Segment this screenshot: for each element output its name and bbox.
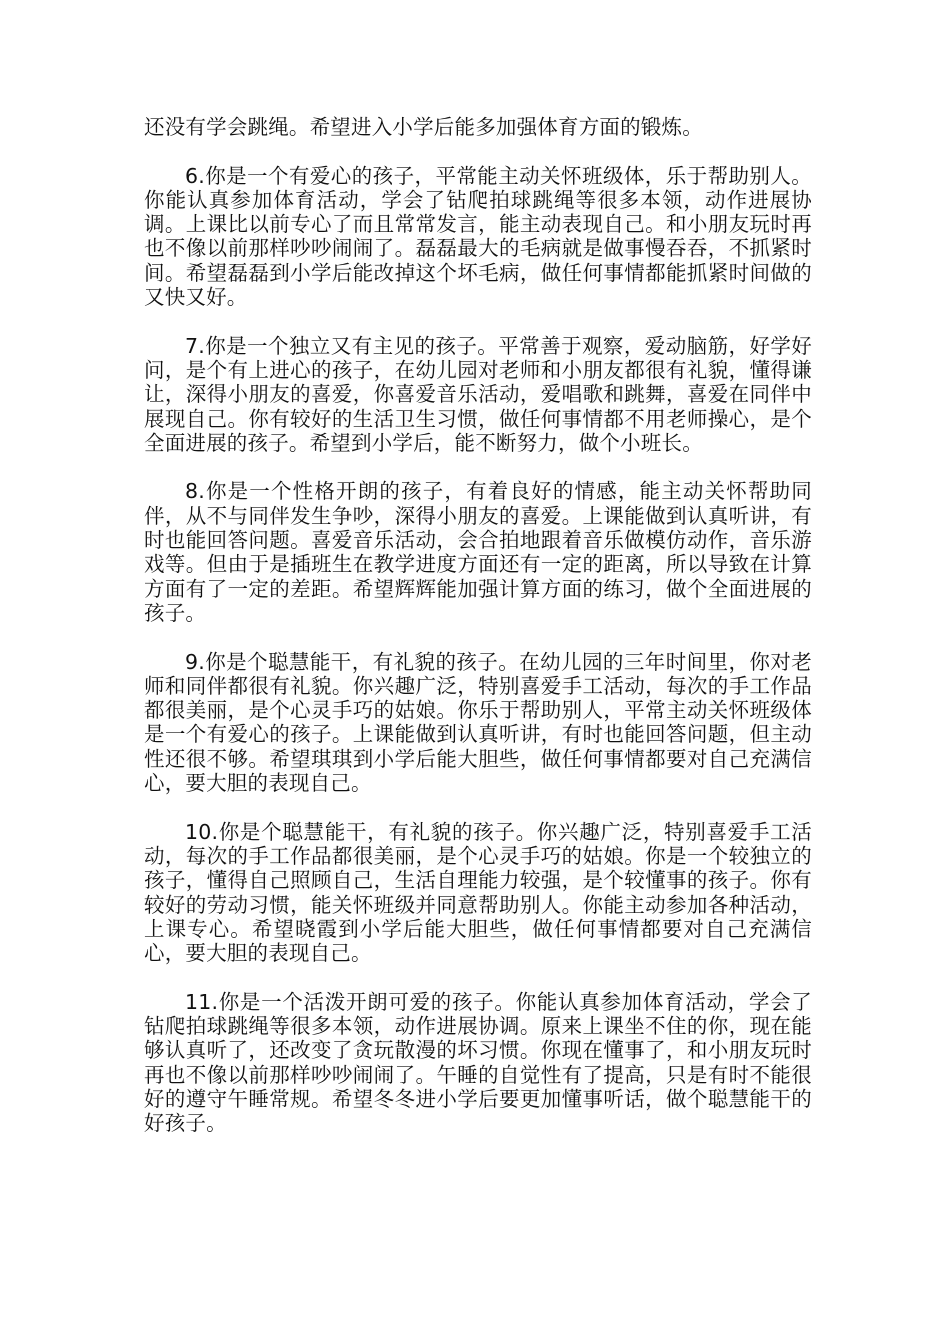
paragraph-spacer [144, 625, 812, 649]
document-body [144, 115, 812, 1135]
paragraph-spacer [144, 139, 812, 163]
paragraph-spacer [144, 309, 812, 333]
paragraph-11: 11.你是一个活泼开朗可爱的孩子。你能认真参加体育活动，学会了钻爬拍球跳绳等很多本领，动作进展协调。原来上课坐不住的你，现在能够认真听了，还改变了贪玩散漫的坏习惯。你现在懂事了，和小朋友玩时再也不像以前那样吵吵闹闹了。午睡的自觉性有了提高，只是有时不能很好的遵守午睡常规。希望冬冬进小学后要更加懂事听话，做个聪慧能干的好孩子。 [144, 989, 812, 1136]
paragraph-spacer [144, 455, 812, 479]
paragraph-spacer [144, 965, 812, 989]
paragraph-9: 9.你是个聪慧能干，有礼貌的孩子。在幼儿园的三年时间里，你对老师和同伴都很有礼貌。你兴趣广泛，特别喜爱手工活动，每次的手工作品都很美丽，是个心灵手巧的姑娘。你乐于帮助别人，平常主动关怀班级体是一个有爱心的孩子。上课能做到认真听讲，有时也能回答问题，但主动性还很不够。希望琪琪到小学后能大胆些，做任何事情都要对自己充满信心，要大胆的表现自己。 [144, 649, 812, 796]
paragraph-continued: 还没有学会跳绳。希望进入小学后能多加强体育方面的锻炼。 [144, 115, 703, 139]
paragraph-7: 7.你是一个独立又有主见的孩子。平常善于观察，爱动脑筋，好学好问，是个有上进心的孩子，在幼儿园对老师和小朋友都很有礼貌，懂得谦让，深得小朋友的喜爱，你喜爱音乐活动，爱唱歌和跳舞，喜爱在同伴中展现自己。你有较好的生活卫生习惯，做任何事情都不用老师操心，是个全面进展的孩子。希望到小学后，能不断努力，做个小班长。 [144, 333, 812, 455]
paragraph-8: 8.你是一个性格开朗的孩子，有着良好的情感，能主动关怀帮助同伴，从不与同伴发生争吵，深得小朋友的喜爱。上课能做到认真听讲，有时也能回答问题。喜爱音乐活动，会合拍地跟着音乐做模仿动作，音乐游戏等。但由于是插班生在教学进度方面还有一定的距离，所以导致在计算方面有了一定的差距。希望辉辉能加强计算方面的练习，做个全面进展的孩子。 [144, 479, 812, 625]
paragraph-spacer [144, 795, 812, 819]
paragraph-10: 10.你是个聪慧能干，有礼貌的孩子。你兴趣广泛，特别喜爱手工活动，每次的手工作品都很美丽，是个心灵手巧的姑娘。你是一个较独立的孩子，懂得自己照顾自己，生活自理能力较强，是个较懂事的孩子。你有较好的劳动习惯，能关怀班级并同意帮助别人。你能主动参加各种活动，上课专心。希望晓霞到小学后能大胆些，做任何事情都要对自己充满信心，要大胆的表现自己。 [144, 819, 812, 966]
paragraph-6: 6.你是一个有爱心的孩子，平常能主动关怀班级体，乐于帮助别人。你能认真参加体育活动，学会了钻爬拍球跳绳等很多本领，动作进展协调。上课比以前专心了而且常常发言，能主动表现自己。和小朋友玩时再也不像以前那样吵吵闹闹了。磊磊最大的毛病就是做事慢吞吞，不抓紧时间。希望磊磊到小学后能改掉这个坏毛病，做任何事情都能抓紧时间做的又快又好。 [144, 163, 812, 310]
